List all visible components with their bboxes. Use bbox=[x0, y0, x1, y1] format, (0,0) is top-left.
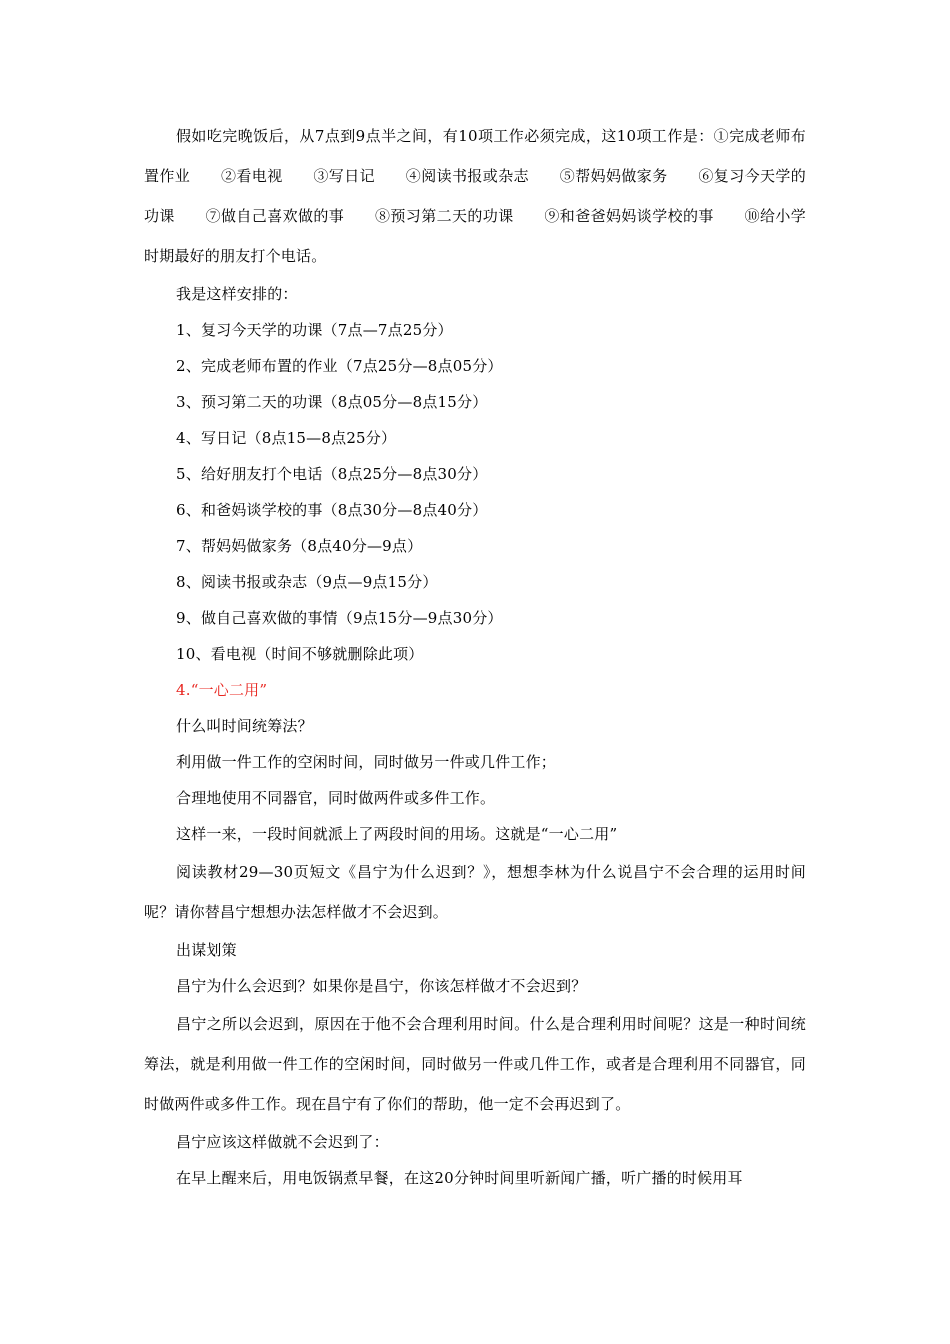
reading-task-paragraph: 阅读教材29—30页短文《昌宁为什么迟到？》，想想李林为什么说昌宁不会合理的运用时间呢？请你替昌宁想想办法怎样做才不会迟到。 bbox=[144, 863, 806, 921]
definition-line-1: 利用做一件工作的空闲时间，同时做另一件或几件工作； bbox=[176, 753, 557, 771]
question-paragraph: 什么叫时间统筹法？ bbox=[176, 717, 313, 735]
arrangement-intro: 我是这样安排的： bbox=[176, 285, 298, 303]
schedule-item-10: 10、看电视（时间不够就删除此项） bbox=[176, 645, 424, 663]
schedule-item-5: 5、给好朋友打个电话（8点25分—8点30分） bbox=[176, 465, 488, 483]
schedule-item-4: 4、写日记（8点15—8点25分） bbox=[176, 429, 397, 447]
explanation-paragraph: 昌宁之所以会迟到，原因在于他不会合理利用时间。什么是合理利用时间呢？这是一种时间统筹法，就是利用做一件工作的空闲时间，同时做另一件或几件工作，或者是合理利用不同器官，同时做两件或多件工作。现在昌宁有了你们的帮助，他一定不会再迟到了。 bbox=[144, 1015, 806, 1113]
document-body bbox=[144, 116, 806, 1196]
schedule-item-6: 6、和爸妈谈学校的事（8点30分—8点40分） bbox=[176, 501, 488, 519]
schedule-item-7: 7、帮妈妈做家务（8点40分—9点） bbox=[176, 537, 423, 555]
schedule-item-1: 1、复习今天学的功课（7点—7点25分） bbox=[176, 321, 453, 339]
subheading-paragraph: 出谋划策 bbox=[176, 941, 237, 959]
intro-paragraph: 假如吃完晚饭后，从7点到9点半之间，有10项工作必须完成，这10项工作是：①完成老师布置作业 ②看电视 ③写日记 ④阅读书报或杂志 ⑤帮妈妈做家务 ⑥复习今天学的功课 ⑦做自己喜欢做的事 ⑧预习第二天的功课 ⑨和爸爸妈妈谈学校的事 ⑩给小学时期最好的朋友打个电话。 bbox=[144, 127, 806, 265]
prompt-paragraph: 昌宁为什么会迟到？如果你是昌宁，你该怎样做才不会迟到？ bbox=[176, 977, 587, 995]
schedule-item-9: 9、做自己喜欢做的事情（9点15分—9点30分） bbox=[176, 609, 503, 627]
schedule-item-3: 3、预习第二天的功课（8点05分—8点15分） bbox=[176, 393, 488, 411]
schedule-item-2: 2、完成老师布置的作业（7点25分—8点05分） bbox=[176, 357, 503, 375]
schedule-item-8: 8、阅读书报或杂志（9点—9点15分） bbox=[176, 573, 438, 591]
advice-intro: 昌宁应该这样做就不会迟到了： bbox=[176, 1133, 389, 1151]
section-heading: 4.“一心二用” bbox=[176, 681, 268, 699]
definition-line-2: 合理地使用不同器官，同时做两件或多件工作。 bbox=[176, 789, 496, 807]
summary-paragraph: 这样一来，一段时间就派上了两段时间的用场。这就是“一心二用” bbox=[176, 825, 618, 843]
advice-paragraph: 在早上醒来后，用电饭锅煮早餐，在这20分钟时间里听新闻广播，听广播的时候用耳 bbox=[176, 1169, 743, 1187]
